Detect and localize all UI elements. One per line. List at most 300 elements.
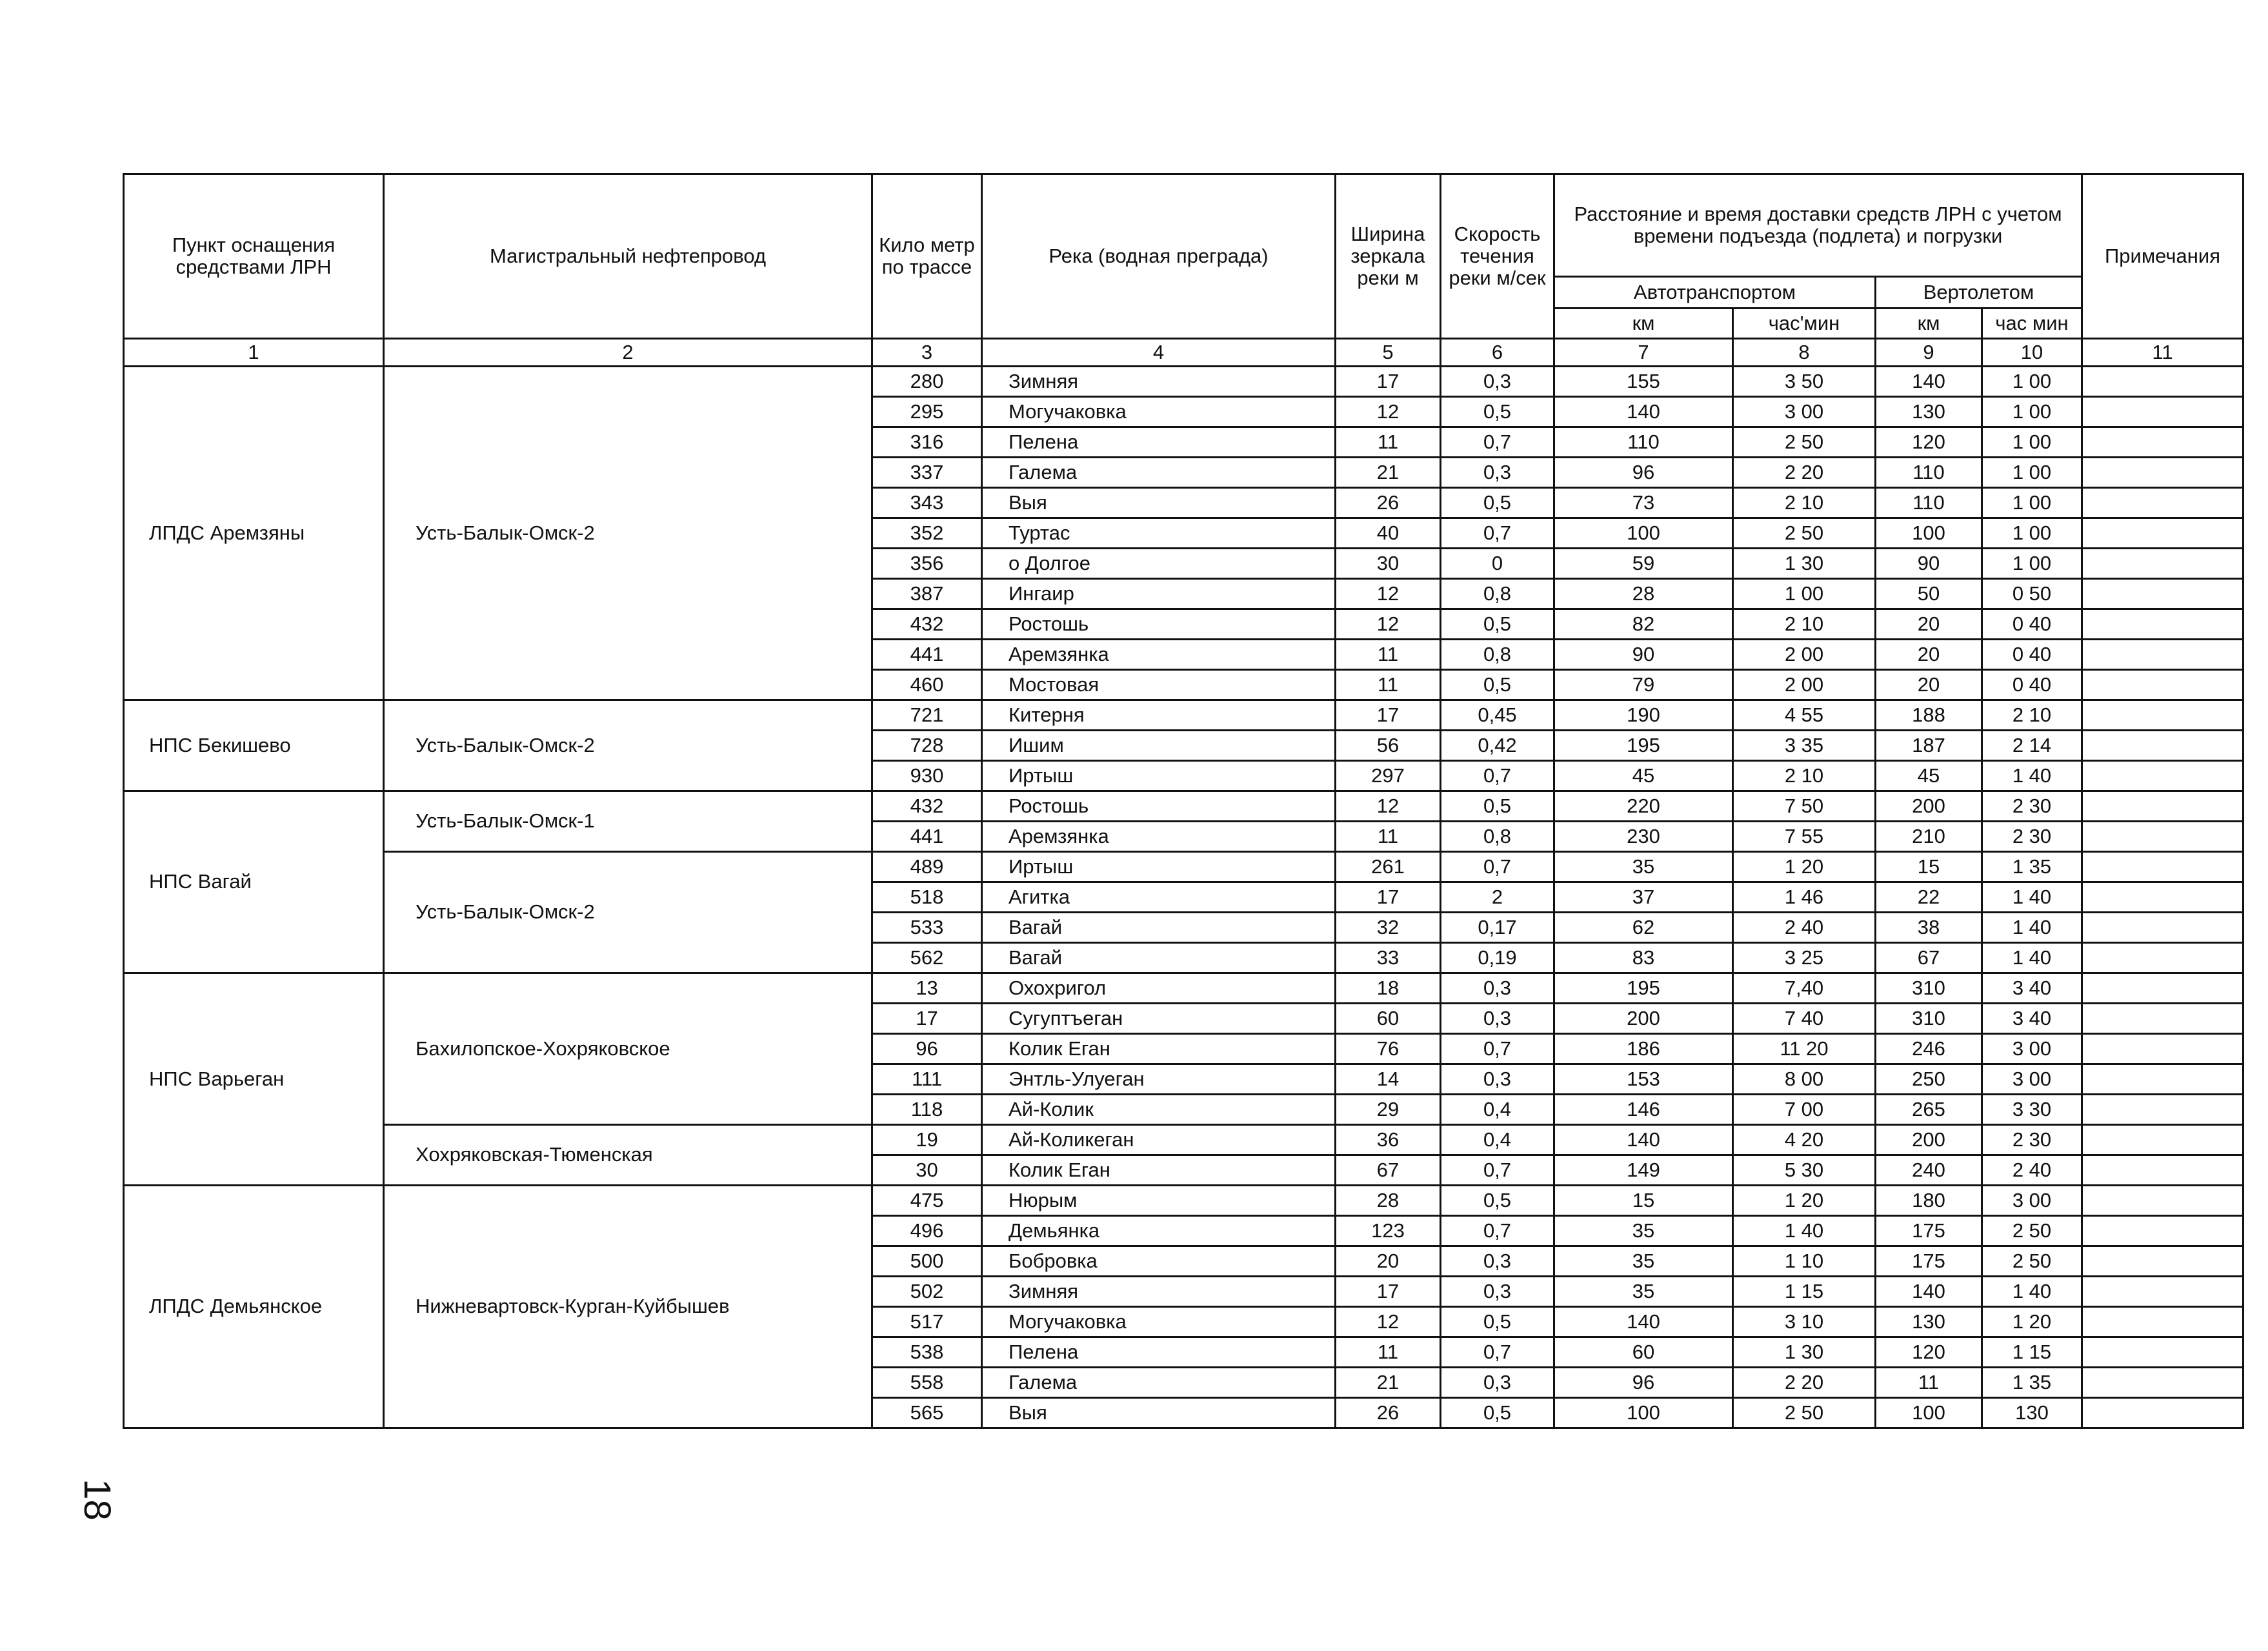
- width-cell: 30: [1336, 549, 1441, 579]
- speed-cell: 0,7: [1441, 518, 1554, 549]
- river-cell: Выя: [982, 488, 1336, 518]
- river-cell: Выя: [982, 1398, 1336, 1428]
- kilometer-cell: 96: [872, 1034, 982, 1064]
- header-pipeline: Магистральный нефтепровод: [384, 174, 872, 339]
- notes-cell: [2082, 609, 2243, 640]
- notes-cell: [2082, 1064, 2243, 1095]
- header-by-vehicle: Автотранспортом: [1554, 277, 1876, 309]
- width-cell: 32: [1336, 913, 1441, 943]
- kilometer-cell: 475: [872, 1186, 982, 1216]
- river-cell: Агитка: [982, 882, 1336, 913]
- auto-time-cell: 7 50: [1733, 791, 1876, 822]
- auto-time-cell: 7,40: [1733, 973, 1876, 1004]
- width-cell: 11: [1336, 822, 1441, 852]
- kilometer-cell: 517: [872, 1307, 982, 1337]
- heli-time-cell: 1 20: [1982, 1307, 2082, 1337]
- kilometer-cell: 562: [872, 943, 982, 973]
- heli-km-cell: 120: [1876, 1337, 1982, 1368]
- river-cell: Иртыш: [982, 761, 1336, 791]
- auto-km-cell: 62: [1554, 913, 1733, 943]
- heli-km-cell: 180: [1876, 1186, 1982, 1216]
- notes-cell: [2082, 458, 2243, 488]
- kilometer-cell: 558: [872, 1368, 982, 1398]
- column-number: 3: [872, 339, 982, 367]
- width-cell: 261: [1336, 852, 1441, 882]
- heli-time-cell: 1 40: [1982, 882, 2082, 913]
- heli-time-cell: 1 00: [1982, 367, 2082, 397]
- column-number: 5: [1336, 339, 1441, 367]
- river-cell: о Долгое: [982, 549, 1336, 579]
- equipment-point-cell: НПС Варьеган: [124, 973, 384, 1186]
- kilometer-cell: 441: [872, 640, 982, 670]
- river-cell: Ростошь: [982, 791, 1336, 822]
- speed-cell: 0,8: [1441, 579, 1554, 609]
- heli-km-cell: 67: [1876, 943, 1982, 973]
- pipeline-cell: Усть-Балык-Омск-1: [384, 791, 872, 852]
- table-row: [124, 367, 2243, 397]
- heli-time-cell: 0 50: [1982, 579, 2082, 609]
- auto-time-cell: 1 46: [1733, 882, 1876, 913]
- auto-time-cell: 1 20: [1733, 852, 1876, 882]
- auto-time-cell: 11 20: [1733, 1034, 1876, 1064]
- river-cell: Ишим: [982, 731, 1336, 761]
- kilometer-cell: 387: [872, 579, 982, 609]
- speed-cell: 0,7: [1441, 427, 1554, 458]
- auto-time-cell: 8 00: [1733, 1064, 1876, 1095]
- column-number: 10: [1982, 339, 2082, 367]
- heli-time-cell: 2 10: [1982, 700, 2082, 731]
- river-cell: Аремзянка: [982, 640, 1336, 670]
- auto-time-cell: 2 50: [1733, 427, 1876, 458]
- table-row: [124, 852, 2243, 882]
- speed-cell: 0,3: [1441, 458, 1554, 488]
- notes-cell: [2082, 1277, 2243, 1307]
- notes-cell: [2082, 761, 2243, 791]
- notes-cell: [2082, 640, 2243, 670]
- auto-km-cell: 110: [1554, 427, 1733, 458]
- pipeline-cell: Нижневартовск-Курган-Куйбышев: [384, 1186, 872, 1428]
- kilometer-cell: 19: [872, 1125, 982, 1155]
- river-cell: Колик Еган: [982, 1155, 1336, 1186]
- notes-cell: [2082, 518, 2243, 549]
- header-kilometer: Кило метр по трассе: [872, 174, 982, 339]
- speed-cell: 0,7: [1441, 1337, 1554, 1368]
- column-number: 8: [1733, 339, 1876, 367]
- table-row: [124, 1186, 2243, 1216]
- header-river: Река (водная преграда): [982, 174, 1336, 339]
- auto-km-cell: 28: [1554, 579, 1733, 609]
- heli-km-cell: 120: [1876, 427, 1982, 458]
- width-cell: 14: [1336, 1064, 1441, 1095]
- heli-time-cell: 2 50: [1982, 1216, 2082, 1246]
- notes-cell: [2082, 943, 2243, 973]
- header-river-width: Ширина зеркала реки м: [1336, 174, 1441, 339]
- heli-km-cell: 240: [1876, 1155, 1982, 1186]
- kilometer-cell: 533: [872, 913, 982, 943]
- auto-time-cell: 3 25: [1733, 943, 1876, 973]
- auto-km-cell: 60: [1554, 1337, 1733, 1368]
- notes-cell: [2082, 367, 2243, 397]
- kilometer-cell: 295: [872, 397, 982, 427]
- width-cell: 18: [1336, 973, 1441, 1004]
- auto-km-cell: 45: [1554, 761, 1733, 791]
- notes-cell: [2082, 549, 2243, 579]
- speed-cell: 0,7: [1441, 1034, 1554, 1064]
- heli-km-cell: 200: [1876, 1125, 1982, 1155]
- river-cell: Ай-Коликеган: [982, 1125, 1336, 1155]
- heli-km-cell: 140: [1876, 1277, 1982, 1307]
- heli-km-cell: 110: [1876, 458, 1982, 488]
- auto-km-cell: 100: [1554, 1398, 1733, 1428]
- kilometer-cell: 111: [872, 1064, 982, 1095]
- auto-time-cell: 2 00: [1733, 670, 1876, 700]
- width-cell: 28: [1336, 1186, 1441, 1216]
- heli-time-cell: 1 00: [1982, 458, 2082, 488]
- heli-time-cell: 1 00: [1982, 427, 2082, 458]
- auto-time-cell: 2 50: [1733, 1398, 1876, 1428]
- notes-cell: [2082, 700, 2243, 731]
- auto-km-cell: 230: [1554, 822, 1733, 852]
- notes-cell: [2082, 579, 2243, 609]
- notes-cell: [2082, 1398, 2243, 1428]
- kilometer-cell: 441: [872, 822, 982, 852]
- table-row: [124, 973, 2243, 1004]
- equipment-point-cell: НПС Вагай: [124, 791, 384, 973]
- auto-km-cell: 83: [1554, 943, 1733, 973]
- notes-cell: [2082, 427, 2243, 458]
- kilometer-cell: 930: [872, 761, 982, 791]
- river-crossings-table: [123, 173, 2244, 1429]
- heli-time-cell: 1 00: [1982, 488, 2082, 518]
- speed-cell: 0,3: [1441, 1368, 1554, 1398]
- auto-km-cell: 155: [1554, 367, 1733, 397]
- river-cell: Иртыш: [982, 852, 1336, 882]
- river-cell: Мостовая: [982, 670, 1336, 700]
- width-cell: 26: [1336, 488, 1441, 518]
- heli-km-cell: 187: [1876, 731, 1982, 761]
- heli-time-cell: 1 40: [1982, 1277, 2082, 1307]
- kilometer-cell: 728: [872, 731, 982, 761]
- auto-time-cell: 2 00: [1733, 640, 1876, 670]
- auto-time-cell: 2 10: [1733, 488, 1876, 518]
- width-cell: 11: [1336, 640, 1441, 670]
- notes-cell: [2082, 822, 2243, 852]
- pipeline-cell: Усть-Балык-Омск-2: [384, 852, 872, 973]
- kilometer-cell: 337: [872, 458, 982, 488]
- pipeline-cell: Хохряковская-Тюменская: [384, 1125, 872, 1186]
- heli-km-cell: 15: [1876, 852, 1982, 882]
- heli-time-cell: 3 40: [1982, 973, 2082, 1004]
- auto-km-cell: 140: [1554, 1125, 1733, 1155]
- heli-time-cell: 1 40: [1982, 913, 2082, 943]
- width-cell: 21: [1336, 458, 1441, 488]
- header-auto-km: км: [1554, 309, 1733, 339]
- kilometer-cell: 518: [872, 882, 982, 913]
- auto-time-cell: 5 30: [1733, 1155, 1876, 1186]
- notes-cell: [2082, 1125, 2243, 1155]
- kilometer-cell: 352: [872, 518, 982, 549]
- heli-time-cell: 1 00: [1982, 549, 2082, 579]
- width-cell: 297: [1336, 761, 1441, 791]
- column-number: 1: [124, 339, 384, 367]
- speed-cell: 0,3: [1441, 1277, 1554, 1307]
- auto-time-cell: 4 55: [1733, 700, 1876, 731]
- speed-cell: 0,4: [1441, 1125, 1554, 1155]
- river-cell: Вагай: [982, 913, 1336, 943]
- width-cell: 20: [1336, 1246, 1441, 1277]
- width-cell: 60: [1336, 1004, 1441, 1034]
- speed-cell: 0,19: [1441, 943, 1554, 973]
- heli-time-cell: 130: [1982, 1398, 2082, 1428]
- river-cell: Бобровка: [982, 1246, 1336, 1277]
- width-cell: 12: [1336, 791, 1441, 822]
- pipeline-cell: Усть-Балык-Омск-2: [384, 700, 872, 791]
- heli-km-cell: 310: [1876, 1004, 1982, 1034]
- speed-cell: 0,5: [1441, 488, 1554, 518]
- river-cell: Зимняя: [982, 367, 1336, 397]
- auto-km-cell: 186: [1554, 1034, 1733, 1064]
- auto-km-cell: 195: [1554, 731, 1733, 761]
- auto-km-cell: 140: [1554, 1307, 1733, 1337]
- heli-km-cell: 11: [1876, 1368, 1982, 1398]
- heli-time-cell: 0 40: [1982, 640, 2082, 670]
- river-cell: Нюрым: [982, 1186, 1336, 1216]
- notes-cell: [2082, 670, 2243, 700]
- equipment-point-cell: ЛПДС Демьянское: [124, 1186, 384, 1428]
- auto-km-cell: 149: [1554, 1155, 1733, 1186]
- width-cell: 56: [1336, 731, 1441, 761]
- notes-cell: [2082, 397, 2243, 427]
- header-by-helicopter: Вертолетом: [1876, 277, 2082, 309]
- kilometer-cell: 432: [872, 609, 982, 640]
- heli-time-cell: 3 00: [1982, 1034, 2082, 1064]
- auto-km-cell: 195: [1554, 973, 1733, 1004]
- speed-cell: 0,5: [1441, 791, 1554, 822]
- column-number: 9: [1876, 339, 1982, 367]
- table-row: [124, 1125, 2243, 1155]
- notes-cell: [2082, 1216, 2243, 1246]
- auto-time-cell: 1 30: [1733, 549, 1876, 579]
- river-cell: Энтль-Улуеган: [982, 1064, 1336, 1095]
- auto-time-cell: 2 20: [1733, 1368, 1876, 1398]
- river-cell: Колик Еган: [982, 1034, 1336, 1064]
- width-cell: 11: [1336, 670, 1441, 700]
- notes-cell: [2082, 1246, 2243, 1277]
- notes-cell: [2082, 1186, 2243, 1216]
- kilometer-cell: 565: [872, 1398, 982, 1428]
- speed-cell: 0,3: [1441, 1064, 1554, 1095]
- auto-time-cell: 1 40: [1733, 1216, 1876, 1246]
- notes-cell: [2082, 1307, 2243, 1337]
- speed-cell: 0,3: [1441, 973, 1554, 1004]
- width-cell: 36: [1336, 1125, 1441, 1155]
- kilometer-cell: 489: [872, 852, 982, 882]
- auto-km-cell: 73: [1554, 488, 1733, 518]
- notes-cell: [2082, 913, 2243, 943]
- heli-km-cell: 50: [1876, 579, 1982, 609]
- notes-cell: [2082, 973, 2243, 1004]
- river-cell: Аремзянка: [982, 822, 1336, 852]
- river-cell: Китерня: [982, 700, 1336, 731]
- speed-cell: 0,5: [1441, 397, 1554, 427]
- kilometer-cell: 118: [872, 1095, 982, 1125]
- equipment-point-cell: НПС Бекишево: [124, 700, 384, 791]
- header-delivery: Расстояние и время доставки средств ЛРН с учетом времени подъезда (подлета) и погрузки: [1554, 174, 2082, 277]
- river-cell: Могучаковка: [982, 1307, 1336, 1337]
- notes-cell: [2082, 1004, 2243, 1034]
- auto-km-cell: 146: [1554, 1095, 1733, 1125]
- speed-cell: 0,3: [1441, 1246, 1554, 1277]
- auto-time-cell: 3 00: [1733, 397, 1876, 427]
- speed-cell: 2: [1441, 882, 1554, 913]
- notes-cell: [2082, 1034, 2243, 1064]
- kilometer-cell: 343: [872, 488, 982, 518]
- kilometer-cell: 502: [872, 1277, 982, 1307]
- equipment-point-cell: ЛПДС Аремзяны: [124, 367, 384, 700]
- width-cell: 17: [1336, 1277, 1441, 1307]
- auto-km-cell: 37: [1554, 882, 1733, 913]
- river-cell: Ай-Колик: [982, 1095, 1336, 1125]
- river-cell: Зимняя: [982, 1277, 1336, 1307]
- auto-time-cell: 4 20: [1733, 1125, 1876, 1155]
- heli-time-cell: 2 14: [1982, 731, 2082, 761]
- heli-time-cell: 1 40: [1982, 761, 2082, 791]
- river-cell: Охохригол: [982, 973, 1336, 1004]
- auto-time-cell: 2 40: [1733, 913, 1876, 943]
- width-cell: 12: [1336, 1307, 1441, 1337]
- heli-km-cell: 100: [1876, 518, 1982, 549]
- width-cell: 40: [1336, 518, 1441, 549]
- width-cell: 33: [1336, 943, 1441, 973]
- auto-km-cell: 153: [1554, 1064, 1733, 1095]
- width-cell: 12: [1336, 609, 1441, 640]
- kilometer-cell: 496: [872, 1216, 982, 1246]
- column-numbers-row: [124, 339, 2243, 367]
- column-number: 11: [2082, 339, 2243, 367]
- pipeline-cell: Усть-Балык-Омск-2: [384, 367, 872, 700]
- kilometer-cell: 30: [872, 1155, 982, 1186]
- kilometer-cell: 316: [872, 427, 982, 458]
- auto-km-cell: 59: [1554, 549, 1733, 579]
- auto-time-cell: 1 00: [1733, 579, 1876, 609]
- auto-km-cell: 90: [1554, 640, 1733, 670]
- speed-cell: 0: [1441, 549, 1554, 579]
- speed-cell: 0,4: [1441, 1095, 1554, 1125]
- auto-time-cell: 3 50: [1733, 367, 1876, 397]
- heli-time-cell: 1 00: [1982, 518, 2082, 549]
- heli-km-cell: 130: [1876, 397, 1982, 427]
- width-cell: 76: [1336, 1034, 1441, 1064]
- river-cell: Могучаковка: [982, 397, 1336, 427]
- header-equipment-point: Пункт оснащения средствами ЛРН: [124, 174, 384, 339]
- notes-cell: [2082, 1155, 2243, 1186]
- heli-km-cell: 90: [1876, 549, 1982, 579]
- auto-km-cell: 35: [1554, 1216, 1733, 1246]
- table-row: [124, 791, 2243, 822]
- river-cell: Демьянка: [982, 1216, 1336, 1246]
- width-cell: 26: [1336, 1398, 1441, 1428]
- kilometer-cell: 721: [872, 700, 982, 731]
- heli-time-cell: 1 35: [1982, 852, 2082, 882]
- heli-time-cell: 0 40: [1982, 609, 2082, 640]
- heli-time-cell: 3 40: [1982, 1004, 2082, 1034]
- heli-km-cell: 310: [1876, 973, 1982, 1004]
- heli-km-cell: 200: [1876, 791, 1982, 822]
- column-number: 2: [384, 339, 872, 367]
- auto-time-cell: 2 50: [1733, 518, 1876, 549]
- column-number: 7: [1554, 339, 1733, 367]
- heli-time-cell: 3 30: [1982, 1095, 2082, 1125]
- auto-time-cell: 1 15: [1733, 1277, 1876, 1307]
- heli-km-cell: 110: [1876, 488, 1982, 518]
- speed-cell: 0,3: [1441, 367, 1554, 397]
- speed-cell: 0,8: [1441, 640, 1554, 670]
- heli-km-cell: 22: [1876, 882, 1982, 913]
- heli-time-cell: 2 30: [1982, 791, 2082, 822]
- notes-cell: [2082, 1368, 2243, 1398]
- kilometer-cell: 280: [872, 367, 982, 397]
- auto-km-cell: 35: [1554, 1246, 1733, 1277]
- auto-time-cell: 1 30: [1733, 1337, 1876, 1368]
- auto-km-cell: 96: [1554, 1368, 1733, 1398]
- kilometer-cell: 13: [872, 973, 982, 1004]
- auto-km-cell: 140: [1554, 397, 1733, 427]
- heli-km-cell: 175: [1876, 1246, 1982, 1277]
- width-cell: 12: [1336, 397, 1441, 427]
- speed-cell: 0,45: [1441, 700, 1554, 731]
- auto-km-cell: 15: [1554, 1186, 1733, 1216]
- heli-km-cell: 140: [1876, 367, 1982, 397]
- heli-km-cell: 246: [1876, 1034, 1982, 1064]
- auto-time-cell: 2 10: [1733, 609, 1876, 640]
- auto-time-cell: 2 10: [1733, 761, 1876, 791]
- heli-km-cell: 38: [1876, 913, 1982, 943]
- auto-km-cell: 200: [1554, 1004, 1733, 1034]
- auto-time-cell: 7 00: [1733, 1095, 1876, 1125]
- auto-km-cell: 190: [1554, 700, 1733, 731]
- table-row: [124, 700, 2243, 731]
- speed-cell: 0,8: [1441, 822, 1554, 852]
- notes-cell: [2082, 791, 2243, 822]
- header-auto-time: час'мин: [1733, 309, 1876, 339]
- column-number: 4: [982, 339, 1336, 367]
- width-cell: 17: [1336, 882, 1441, 913]
- speed-cell: 0,3: [1441, 1004, 1554, 1034]
- speed-cell: 0,42: [1441, 731, 1554, 761]
- heli-time-cell: 3 00: [1982, 1186, 2082, 1216]
- speed-cell: 0,5: [1441, 1398, 1554, 1428]
- heli-km-cell: 20: [1876, 670, 1982, 700]
- width-cell: 67: [1336, 1155, 1441, 1186]
- pipeline-cell: Бахилопское-Хохряковское: [384, 973, 872, 1125]
- heli-time-cell: 1 00: [1982, 397, 2082, 427]
- table-body: [124, 367, 2243, 1428]
- heli-time-cell: 2 30: [1982, 1125, 2082, 1155]
- notes-cell: [2082, 882, 2243, 913]
- heli-time-cell: 3 00: [1982, 1064, 2082, 1095]
- speed-cell: 0,7: [1441, 1155, 1554, 1186]
- river-cell: Туртас: [982, 518, 1336, 549]
- header-heli-km: км: [1876, 309, 1982, 339]
- auto-time-cell: 7 55: [1733, 822, 1876, 852]
- speed-cell: 0,5: [1441, 670, 1554, 700]
- heli-time-cell: 1 35: [1982, 1368, 2082, 1398]
- width-cell: 17: [1336, 700, 1441, 731]
- width-cell: 12: [1336, 579, 1441, 609]
- heli-time-cell: 2 40: [1982, 1155, 2082, 1186]
- auto-km-cell: 220: [1554, 791, 1733, 822]
- heli-km-cell: 210: [1876, 822, 1982, 852]
